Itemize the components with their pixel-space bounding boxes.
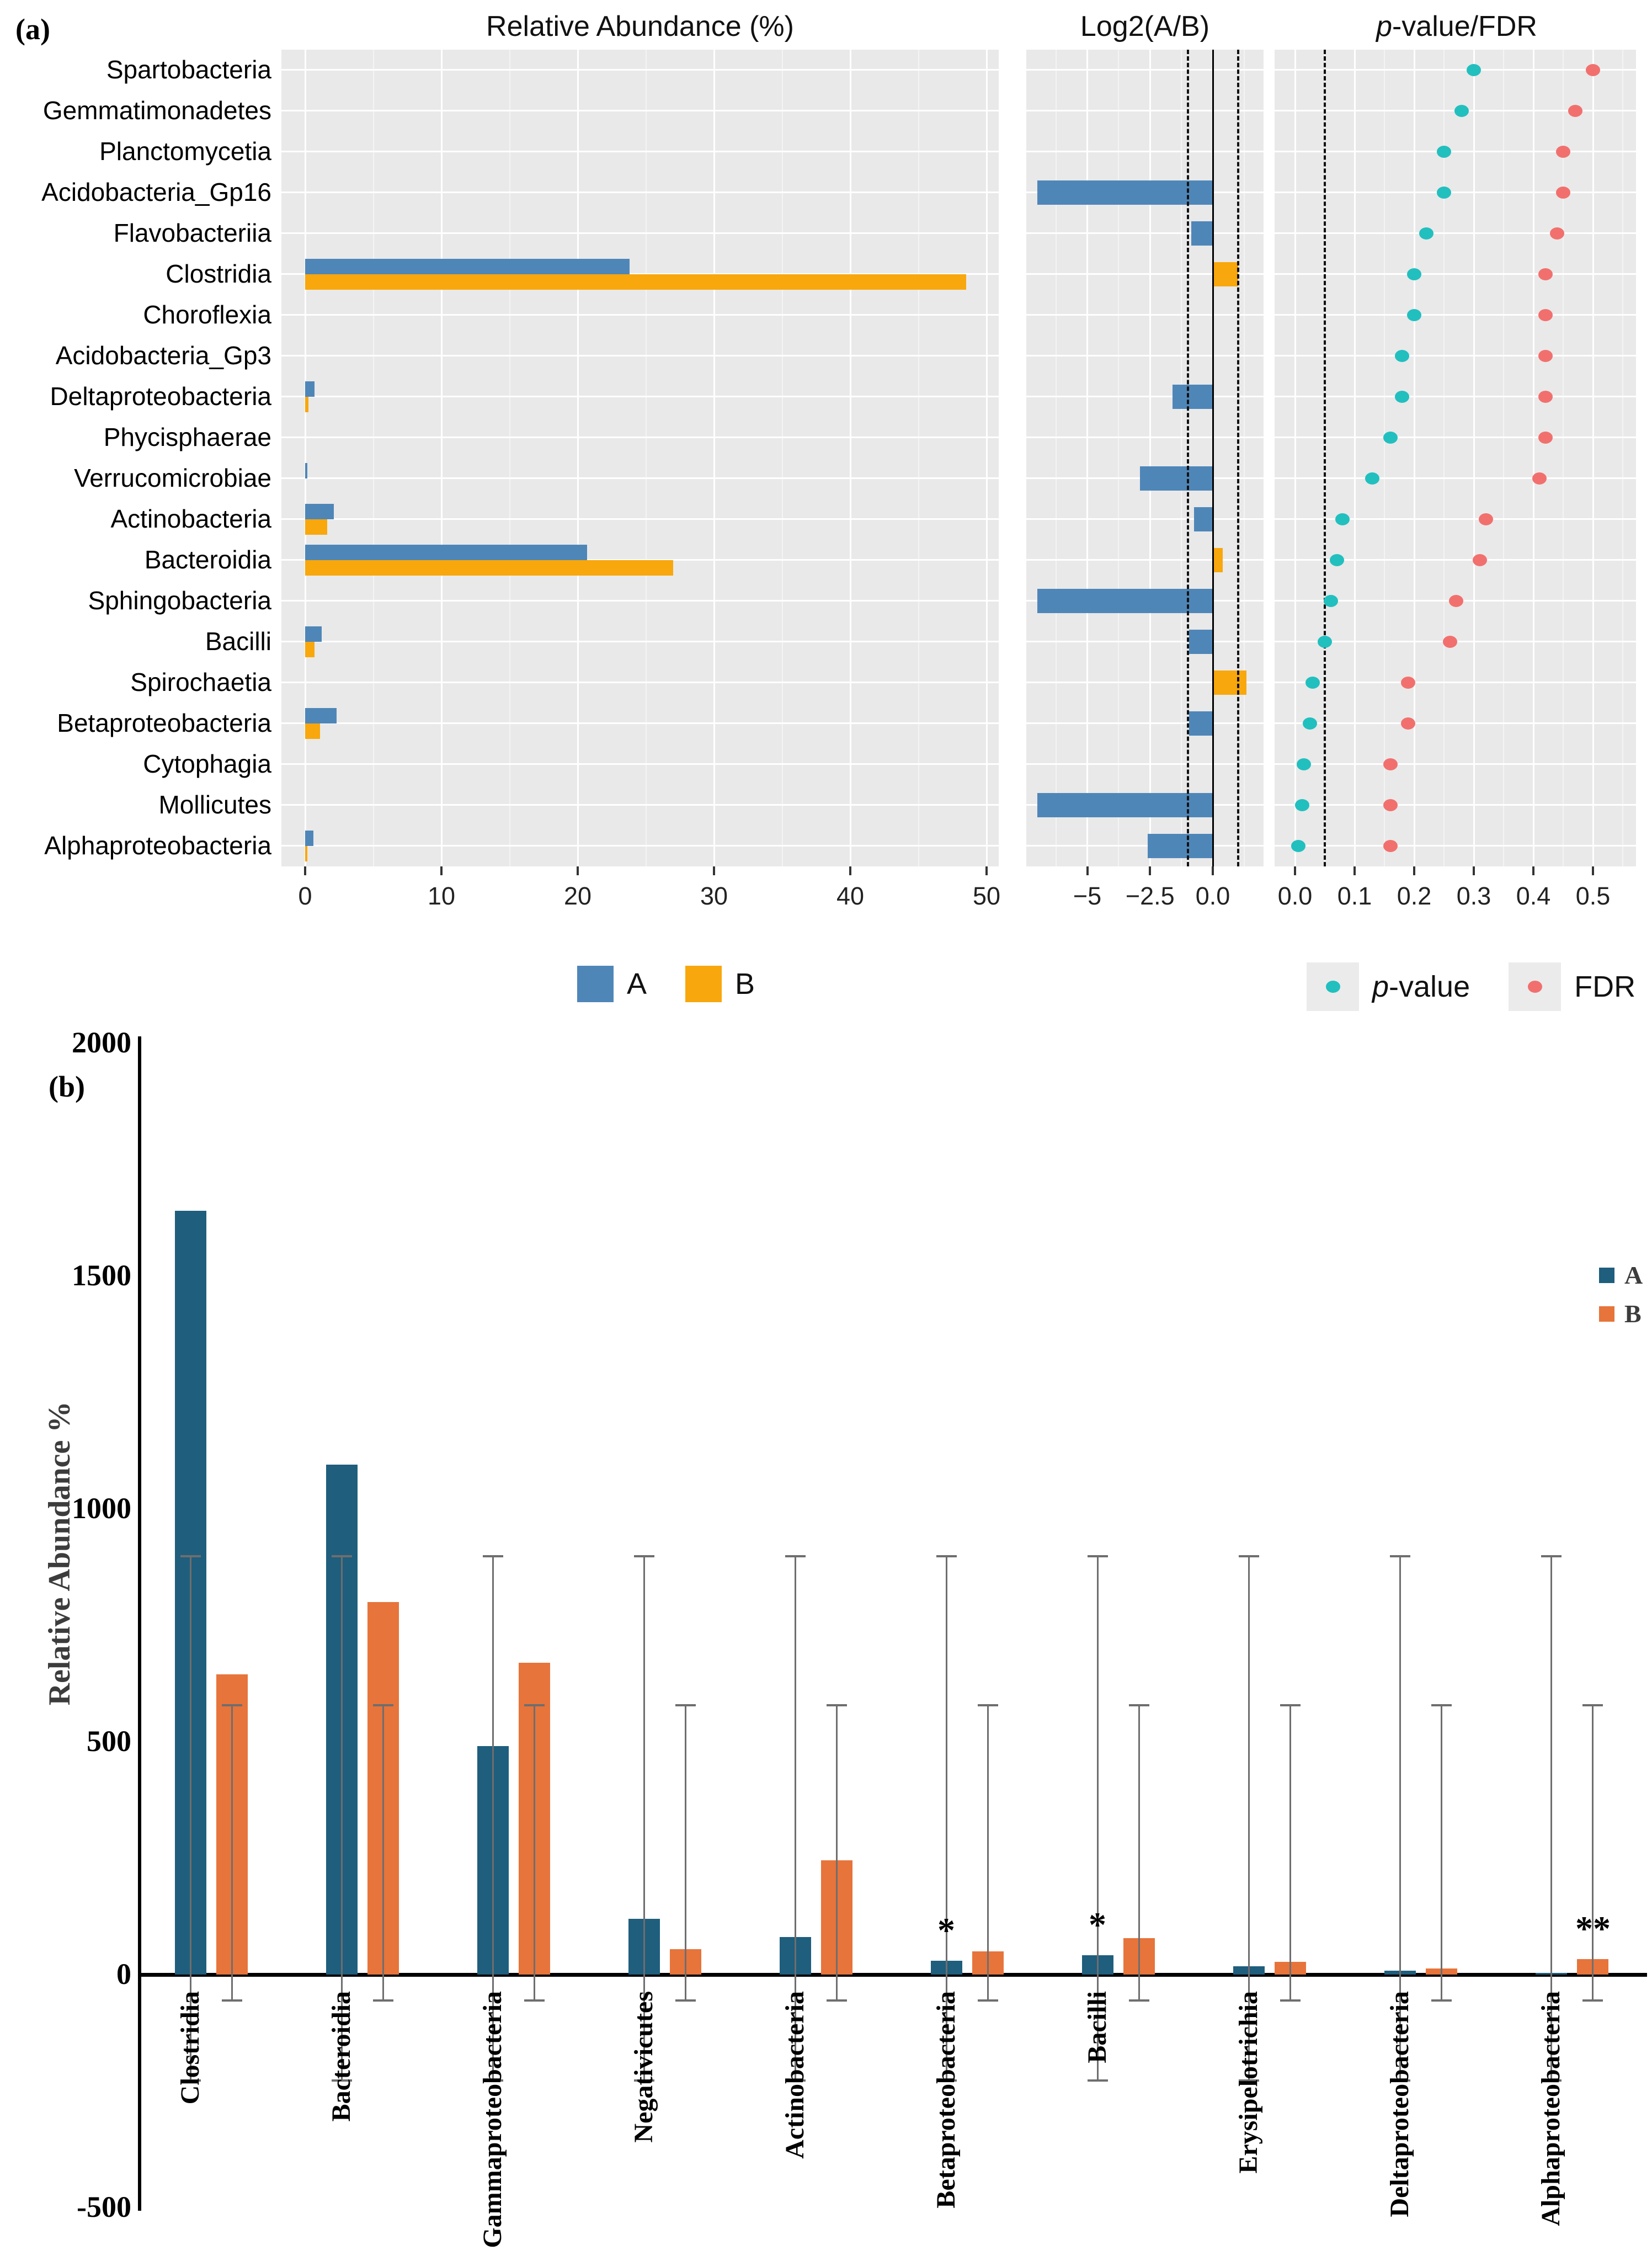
rel-tick-label: 10 [427, 882, 456, 910]
rel-major-gridline [305, 50, 306, 866]
log2-bar-positive [1213, 671, 1246, 695]
rel-row-gridline [281, 396, 999, 397]
pfdr-row-gridline [1275, 437, 1636, 438]
fdr-dot [1383, 758, 1398, 770]
log2-row-gridline [1026, 763, 1264, 765]
rel-row-gridline [281, 477, 999, 479]
rel-row-gridline [281, 518, 999, 520]
panel-b-legend-b [1599, 1299, 1642, 1328]
panel-b-error-cap-bottom [1582, 1999, 1603, 2002]
panel-b-error-cap-bottom [978, 1999, 998, 2002]
pfdr-plot [1275, 50, 1636, 866]
rel-row-gridline [281, 722, 999, 724]
panel-a-category-label: Flavobacteriia [113, 219, 271, 247]
pfdr-major-gridline [1533, 50, 1534, 866]
log2-tick-label: −5 [1073, 882, 1102, 910]
pfdr-tick-label: 0.0 [1277, 882, 1313, 910]
rel-abundance-bar-A [305, 381, 315, 397]
panel-b-error-cap-top [483, 1555, 503, 1557]
rel-tick-mark [985, 866, 988, 875]
panel-b-error-cap-top [1239, 1555, 1259, 1557]
panel-b-error-cap-top [1431, 1704, 1452, 1706]
panel-b-error-cap-bottom [1129, 1999, 1149, 2002]
pvalue-dot [1330, 554, 1344, 566]
rel-tick-label: 0 [298, 882, 312, 910]
pvalue-dot [1335, 513, 1350, 525]
pvalue-dot [1324, 595, 1338, 607]
panel-b-error-cap-bottom [222, 1999, 242, 2002]
panel-b-error-whisker [1441, 1704, 1442, 2001]
pfdr-major-gridline [1592, 50, 1594, 866]
panel-a-category-label: Gemmatimonadetes [42, 96, 271, 125]
panel-b-category-label: Negativicutes [629, 1991, 658, 2143]
rel-row-gridline [281, 355, 999, 357]
pvalue-legend-label [1372, 970, 1470, 1004]
log2-threshold-line [1237, 50, 1239, 866]
panel-b-error-cap-top [524, 1704, 545, 1706]
panel-b-legend-a-label: A [1624, 1261, 1643, 1289]
panel-b-category-label: Deltaproteobacteria [1385, 1991, 1414, 2217]
fdr-dot [1568, 105, 1582, 117]
fdr-dot [1556, 187, 1570, 199]
pvalue-legend-italic-p: p [1372, 970, 1389, 1003]
panel-b-error-cap-bottom [1280, 1999, 1301, 2002]
panel-b-error-cap-top [1390, 1555, 1410, 1557]
pfdr-major-gridline [1473, 50, 1475, 866]
pfdr-tick-label: 0.2 [1397, 882, 1432, 910]
log2-zero-line [1212, 50, 1214, 866]
pfdr-row-gridline [1275, 396, 1636, 397]
pfdr-major-gridline [1294, 50, 1296, 866]
pfdr-minor-gridline [1563, 50, 1564, 866]
panel-b-category-label: Gammaproteobacteria [478, 1991, 507, 2248]
log2-tick-label: 0.0 [1195, 882, 1230, 910]
rel-tick-mark [304, 866, 306, 875]
panel-b-error-whisker [1592, 1704, 1594, 2001]
rel-row-gridline [281, 437, 999, 438]
pfdr-tick-mark [1353, 866, 1356, 875]
log2-threshold-line [1187, 50, 1189, 866]
panel-a-category-label: Alphaproteobacteria [44, 831, 271, 860]
log2-minor-gridline [1056, 50, 1057, 866]
panel-a-category-label: Actinobacteria [110, 504, 271, 533]
pfdr-row-gridline [1275, 69, 1636, 71]
panel-a-category-label: Clostridia [166, 259, 271, 288]
panel-b-error-cap-top [936, 1555, 957, 1557]
fdr-dot [1538, 350, 1553, 362]
panel-b-ytick-label: 0 [116, 1957, 131, 1991]
log2-row-gridline [1026, 722, 1264, 724]
log2-minor-gridline [1118, 50, 1119, 866]
panel-a-category-label: Betaproteobacteria [57, 709, 271, 737]
panel-a-category-label: Mollicutes [158, 790, 271, 819]
rel-abundance-bar-B [305, 397, 308, 412]
panel-b-error-whisker [1289, 1704, 1291, 2001]
panel-b-category-label: Erysipelotrichia [1234, 1991, 1263, 2174]
rel-minor-gridline [782, 50, 783, 866]
rel-abundance-bar-A [305, 545, 587, 560]
fdr-dot [1443, 636, 1457, 648]
pfdr-title-rest: -value/FDR [1392, 10, 1537, 42]
panel-b-error-cap-bottom [827, 1999, 847, 2002]
log2-row-gridline [1026, 396, 1264, 397]
pfdr-row-gridline [1275, 477, 1636, 479]
rel-row-gridline [281, 69, 999, 71]
panel-a-category-label: Choroflexia [143, 300, 271, 329]
log2-row-gridline [1026, 355, 1264, 357]
pfdr-legend [1307, 962, 1652, 1011]
pfdr-tick-mark [1532, 866, 1534, 875]
pfdr-tick-mark [1473, 866, 1475, 875]
pfdr-tick-mark [1592, 866, 1594, 875]
rel-row-gridline [281, 110, 999, 111]
log2-bar-positive [1213, 262, 1238, 286]
rel-abundance-bar-A [305, 626, 322, 642]
panel-b-legend-b-swatch [1599, 1306, 1614, 1322]
fdr-key-box [1509, 962, 1561, 1011]
rel-abundance-bar-A [305, 259, 630, 274]
panel-a-category-label: Phycisphaerae [103, 423, 271, 451]
rel-row-gridline [281, 845, 999, 847]
panel-b-error-cap-top [785, 1555, 806, 1557]
panel-a-category-label: Acidobacteria_Gp3 [55, 341, 271, 370]
rel-tick-label: 20 [563, 882, 592, 910]
panel-a-category-label: Acidobacteria_Gp16 [41, 178, 271, 206]
rel-major-gridline [850, 50, 851, 866]
significance-marker: * [937, 1910, 955, 1950]
pfdr-row-gridline [1275, 804, 1636, 806]
rel-minor-gridline [509, 50, 510, 866]
panel-b-category-label: Bacteroidia [327, 1991, 356, 2122]
panel-b-category-label: Alphaproteobacteria [1536, 1991, 1565, 2226]
panel-a-category-label: Bacilli [205, 627, 271, 656]
pfdr-row-gridline [1275, 763, 1636, 765]
panel-b-ytick-label: 2000 [72, 1026, 131, 1059]
panel-b-legend-a [1599, 1260, 1643, 1290]
rel-tick-mark [577, 866, 579, 875]
pvalue-dot [1295, 799, 1309, 811]
rel-minor-gridline [646, 50, 647, 866]
fdr-dot [1538, 309, 1553, 321]
rel-major-gridline [441, 50, 443, 866]
pfdr-tick-label: 0.5 [1575, 882, 1611, 910]
rel-abundance-bar-A [305, 463, 307, 478]
rel-minor-gridline [918, 50, 919, 866]
pvalue-legend-rest: -value [1389, 970, 1470, 1003]
pfdr-row-gridline [1275, 682, 1636, 683]
panel-a-category-label: Sphingobacteria [88, 586, 271, 615]
rel-row-gridline [281, 191, 999, 193]
panel-b-category-label: Clostridia [175, 1991, 205, 2105]
log2-row-gridline [1026, 518, 1264, 520]
log2-bar-negative [1191, 221, 1213, 246]
legend-a-label: A [627, 967, 647, 1001]
pvalue-dot [1467, 64, 1481, 76]
log2-minor-gridline [1244, 50, 1245, 866]
fdr-dot [1383, 799, 1398, 811]
panel-b-error-whisker [987, 1704, 989, 2001]
log2-row-gridline [1026, 559, 1264, 561]
panel-b-legend-b-label: B [1624, 1300, 1642, 1328]
log2-minor-gridline [1181, 50, 1182, 866]
rel-tick-mark [849, 866, 851, 875]
log2-row-gridline [1026, 69, 1264, 71]
rel-abundance-bar-B [305, 846, 307, 861]
panel-b-error-cap-top [180, 1555, 201, 1557]
log2-tick-mark [1149, 866, 1151, 875]
log2-row-gridline [1026, 641, 1264, 642]
panel-b-error-cap-bottom [524, 1999, 545, 2002]
pvalue-dot [1365, 472, 1379, 485]
fdr-dot [1538, 268, 1553, 280]
pfdr-tick-label: 0.4 [1516, 882, 1551, 910]
fdr-dot [1401, 717, 1415, 730]
panel-b-error-cap-top [675, 1704, 696, 1706]
fdr-dot [1550, 227, 1564, 240]
panel-b-ytick-label: 1500 [72, 1259, 131, 1292]
rel-major-gridline [986, 50, 988, 866]
pvalue-dot [1454, 105, 1469, 117]
rel-abundance-bar-A [305, 708, 337, 723]
panel-b-error-cap-top [1541, 1555, 1562, 1557]
pfdr-title [1376, 10, 1537, 43]
panel-b-error-cap-top [332, 1555, 352, 1557]
panel-b-baseline [140, 1973, 1647, 1977]
rel-major-gridline [713, 50, 715, 866]
pfdr-row-gridline [1275, 518, 1636, 520]
pvalue-dot [1383, 432, 1398, 444]
log2-bar-negative [1148, 834, 1213, 858]
pfdr-minor-gridline [1622, 50, 1623, 866]
rel-row-gridline [281, 641, 999, 642]
pfdr-row-gridline [1275, 151, 1636, 152]
rel-tick-label: 50 [972, 882, 1001, 910]
log2-tick-label: −2.5 [1125, 882, 1175, 910]
pvalue-dot-icon [1326, 981, 1340, 993]
panel-b-category-label: Bacilli [1083, 1991, 1112, 2063]
panel-b-category-label: Betaproteobacteria [931, 1991, 961, 2209]
pfdr-tick-label: 0.3 [1456, 882, 1491, 910]
log2-row-gridline [1026, 845, 1264, 847]
log2-plot [1026, 50, 1264, 866]
pvalue-dot [1419, 227, 1433, 240]
pvalue-dot [1303, 717, 1317, 730]
rel-abundance-bar-B [305, 560, 673, 576]
pvalue-dot [1291, 840, 1305, 852]
rel-abundance-bar-A [305, 504, 334, 519]
rel-tick-label: 30 [700, 882, 728, 910]
rel-abundance-bar-B [305, 519, 327, 535]
rel-tick-mark [440, 866, 443, 875]
pfdr-row-gridline [1275, 232, 1636, 234]
log2-major-gridline [1086, 50, 1088, 866]
pvalue-dot [1395, 391, 1409, 403]
rel-row-gridline [281, 682, 999, 683]
pfdr-title-italic-p: p [1376, 10, 1392, 42]
pvalue-dot [1297, 758, 1311, 770]
pfdr-tick-mark [1294, 866, 1296, 875]
log2-bar-negative [1189, 630, 1213, 654]
panel-a-category-label: Spartobacteria [106, 55, 271, 84]
log2-tick-mark [1086, 866, 1089, 875]
panel-b-ytick-label: -500 [77, 2190, 131, 2223]
pfdr-tick-mark [1413, 866, 1415, 875]
panel-b-error-cap-bottom [1431, 1999, 1452, 2002]
log2-title: Log2(A/B) [1080, 10, 1210, 42]
rel-tick-mark [713, 866, 715, 875]
log2-bar-negative [1189, 711, 1213, 736]
panel-b-y-title: Relative Abundance % [42, 1401, 77, 1706]
panel-a-category-label: Verrucomicrobiae [74, 464, 271, 492]
log2-bar-negative [1173, 385, 1213, 409]
fdr-dot [1473, 554, 1487, 566]
rel-abundance-bar-B [305, 723, 320, 739]
fdr-dot [1556, 146, 1570, 158]
pvalue-dot [1437, 146, 1451, 158]
log2-bar-negative [1194, 507, 1213, 531]
panel-b-error-whisker [382, 1704, 384, 2001]
rel-major-gridline [577, 50, 579, 866]
pvalue-dot [1407, 268, 1421, 280]
rel-abundance-bar-B [305, 642, 315, 657]
legend-b-label: B [735, 967, 755, 1001]
fdr-dot [1538, 432, 1553, 444]
fdr-dot [1538, 391, 1553, 403]
log2-row-gridline [1026, 151, 1264, 152]
panel-b-error-cap-bottom [373, 1999, 393, 2002]
pvalue-dot [1305, 677, 1320, 689]
rel-abundance-bar-B [305, 274, 966, 290]
rel-row-gridline [281, 232, 999, 234]
rel-row-gridline [281, 804, 999, 806]
log2-row-gridline [1026, 314, 1264, 316]
pvalue-dot [1437, 187, 1451, 199]
panel-b-ytick-label: 1000 [72, 1492, 131, 1525]
pfdr-alpha-line [1324, 50, 1326, 866]
fdr-legend-label: FDR [1574, 970, 1636, 1003]
pvalue-dot [1318, 636, 1332, 648]
panel-a-category-label: Cytophagia [143, 749, 271, 778]
legend-a-swatch [577, 966, 614, 1002]
ab-legend [577, 966, 793, 1002]
pfdr-row-gridline [1275, 559, 1636, 561]
log2-tick-mark [1212, 866, 1214, 875]
panel-a-tag: (a) [15, 13, 50, 46]
panel-b-error-cap-top [222, 1704, 242, 1706]
fdr-dot-icon [1528, 981, 1542, 993]
rel-row-gridline [281, 151, 999, 152]
panel-b-error-cap-top [978, 1704, 998, 1706]
pvalue-dot [1395, 350, 1409, 362]
fdr-dot [1401, 677, 1415, 689]
log2-major-gridline [1149, 50, 1151, 866]
pfdr-tick-label: 0.1 [1337, 882, 1372, 910]
panel-b-error-whisker [836, 1704, 838, 2001]
fdr-dot [1383, 840, 1398, 852]
panel-b-error-cap-bottom [675, 1999, 696, 2002]
legend-b-swatch [685, 966, 722, 1002]
panel-b-ytick-label: 500 [87, 1725, 131, 1758]
panel-b-error-whisker [534, 1704, 535, 2001]
rel-minor-gridline [373, 50, 374, 866]
pfdr-row-gridline [1275, 355, 1636, 357]
panel-a-category-label: Deltaproteobacteria [50, 382, 271, 411]
pfdr-row-gridline [1275, 314, 1636, 316]
rel-row-gridline [281, 314, 999, 316]
rel-abundance-bar-A [305, 831, 313, 846]
log2-row-gridline [1026, 437, 1264, 438]
log2-row-gridline [1026, 232, 1264, 234]
panel-a-category-label: Bacteroidia [144, 545, 271, 574]
panel-b-error-whisker [1138, 1704, 1140, 2001]
panel-b-error-cap-top [1280, 1704, 1301, 1706]
significance-marker: ** [1575, 1909, 1611, 1949]
panel-a-category-label: Spirochaetia [130, 668, 271, 696]
significance-marker: * [1089, 1904, 1106, 1944]
panel-b-tag: (b) [49, 1070, 85, 1103]
fdr-dot [1479, 513, 1493, 525]
panel-b-error-cap-top [634, 1555, 654, 1557]
rel-abundance-plot [281, 50, 999, 866]
panel-b-error-whisker [685, 1704, 686, 2001]
panel-b-legend-a-swatch [1599, 1268, 1614, 1283]
log2-bar-positive [1213, 548, 1223, 572]
pfdr-minor-gridline [1384, 50, 1385, 866]
pvalue-key-box [1307, 962, 1359, 1011]
pfdr-row-gridline [1275, 191, 1636, 193]
panel-b-y-axis [138, 1036, 141, 2211]
pfdr-major-gridline [1414, 50, 1415, 866]
pfdr-row-gridline [1275, 722, 1636, 724]
pfdr-minor-gridline [1443, 50, 1445, 866]
panel-b-error-cap-top [1582, 1704, 1603, 1706]
pfdr-row-gridline [1275, 845, 1636, 847]
pfdr-major-gridline [1354, 50, 1356, 866]
panel-b-error-cap-top [1088, 1555, 1108, 1557]
log2-row-gridline [1026, 110, 1264, 111]
fdr-dot [1532, 472, 1547, 485]
log2-bar-negative [1140, 466, 1213, 491]
rel-row-gridline [281, 763, 999, 765]
fdr-dot [1586, 64, 1600, 76]
pfdr-row-gridline [1275, 273, 1636, 275]
panel-b-error-cap-top [827, 1704, 847, 1706]
pfdr-minor-gridline [1503, 50, 1504, 866]
panel-b-category-label: Actinobacteria [780, 1991, 809, 2159]
rel-tick-label: 40 [836, 882, 865, 910]
fdr-dot [1449, 595, 1463, 607]
rel-abundance-title: Relative Abundance (%) [486, 10, 794, 42]
panel-b-error-whisker [231, 1704, 233, 2001]
panel-b-error-cap-top [373, 1704, 393, 1706]
panel-b-error-cap-top [1129, 1704, 1149, 1706]
panel-a-category-label: Planctomycetia [99, 137, 271, 166]
pvalue-dot [1407, 309, 1421, 321]
rel-row-gridline [281, 600, 999, 602]
